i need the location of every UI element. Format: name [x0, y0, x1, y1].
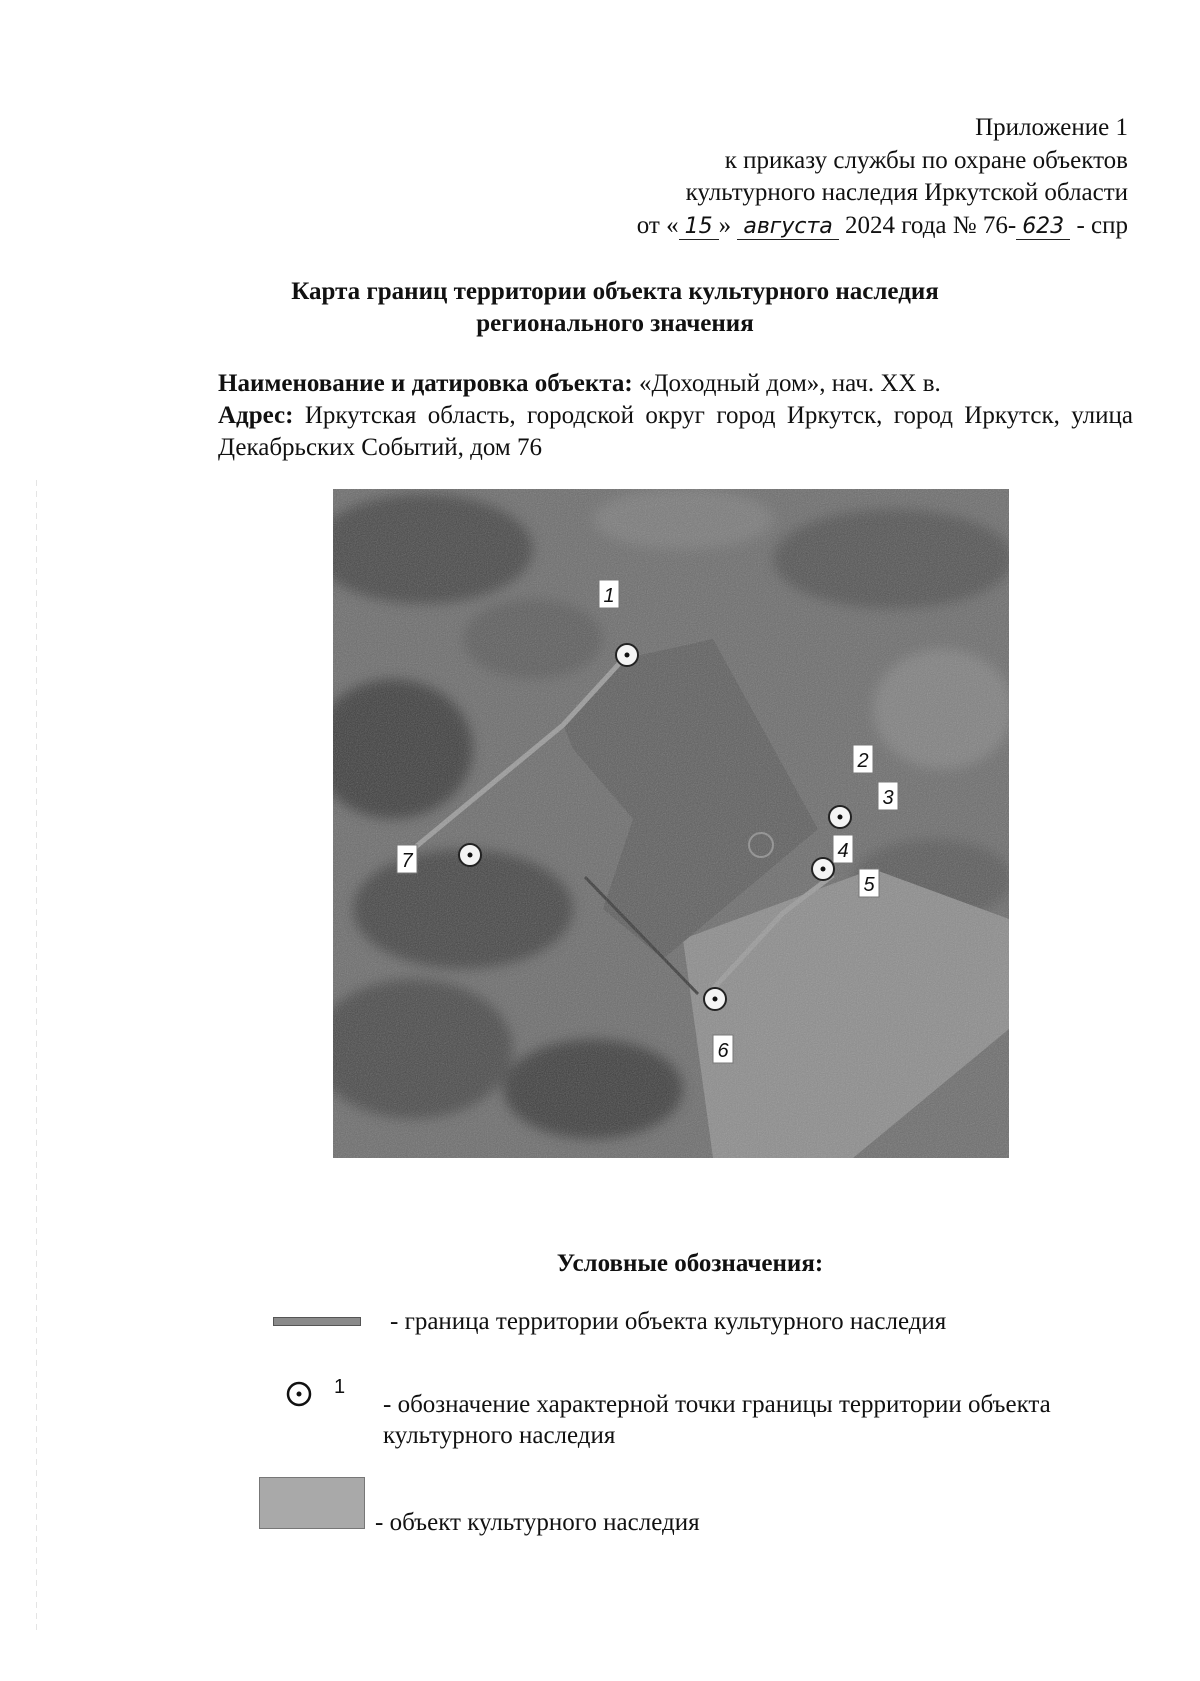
object-address-row	[218, 400, 1133, 464]
legend-point-text: - обозначение характерной точки границы территории объекта культурного наследия	[383, 1391, 1051, 1449]
title-line-1: Карта границ территории объекта культурного наследия	[291, 278, 939, 305]
legend-object-text: - объект культурного наследия	[375, 1509, 700, 1536]
order-month: августа	[737, 215, 838, 240]
object-address-label: Адрес:	[218, 402, 294, 429]
document-title	[200, 276, 1030, 340]
point-label-7: 7	[401, 850, 413, 872]
point-label-6: 6	[717, 1040, 729, 1062]
title-line-2: регионального значения	[476, 310, 754, 337]
order-prefix: от «	[636, 211, 679, 239]
annex-line-2: к приказу службы по охране объектов	[724, 146, 1128, 174]
object-name-label: Наименование и датировка объекта:	[218, 370, 633, 397]
legend-boundary-swatch	[273, 1317, 361, 1326]
map-overlay	[333, 489, 1009, 1158]
object-address-value: Иркутская область, городской округ город Иркутск, город Иркутск, улица Декабрьских Событий, дом 76	[218, 402, 1133, 461]
object-name-value: «Доходный дом», нач. XX в.	[638, 370, 941, 397]
boundary-point-dot	[713, 997, 718, 1002]
satellite-map	[333, 489, 1009, 1158]
annex-line-3: культурного наследия Иркутской области	[685, 179, 1128, 206]
legend-title: Условные обозначения:	[556, 1250, 824, 1277]
point-label-1: 1	[603, 585, 615, 607]
legend-object-swatch	[259, 1477, 365, 1529]
legend-point-number: 1	[334, 1376, 346, 1398]
object-info	[218, 368, 1133, 464]
order-line	[637, 210, 1128, 243]
order-year: 2024 года № 76-	[845, 211, 1017, 239]
boundary-point-dot	[625, 653, 630, 658]
point-label-4: 4	[837, 840, 849, 862]
object-name-row	[218, 368, 1133, 400]
legend-boundary-text: - граница территории объекта культурного наследия	[390, 1308, 947, 1335]
annex-line-1: Приложение 1	[975, 114, 1128, 141]
order-day: 15	[679, 215, 719, 240]
point-label-5: 5	[863, 874, 875, 896]
point-label-3: 3	[882, 787, 894, 809]
order-number: 623	[1016, 215, 1070, 240]
order-mid: »	[718, 211, 732, 239]
order-suffix: - спр	[1076, 211, 1128, 239]
page-edge-mark	[36, 480, 37, 1630]
point-label-2: 2	[857, 750, 869, 772]
legend-point-icon	[285, 1380, 313, 1408]
boundary-point-dot	[821, 867, 826, 872]
annex-header	[637, 112, 1128, 242]
boundary-point-dot	[468, 853, 473, 858]
boundary-point-dot	[838, 815, 843, 820]
